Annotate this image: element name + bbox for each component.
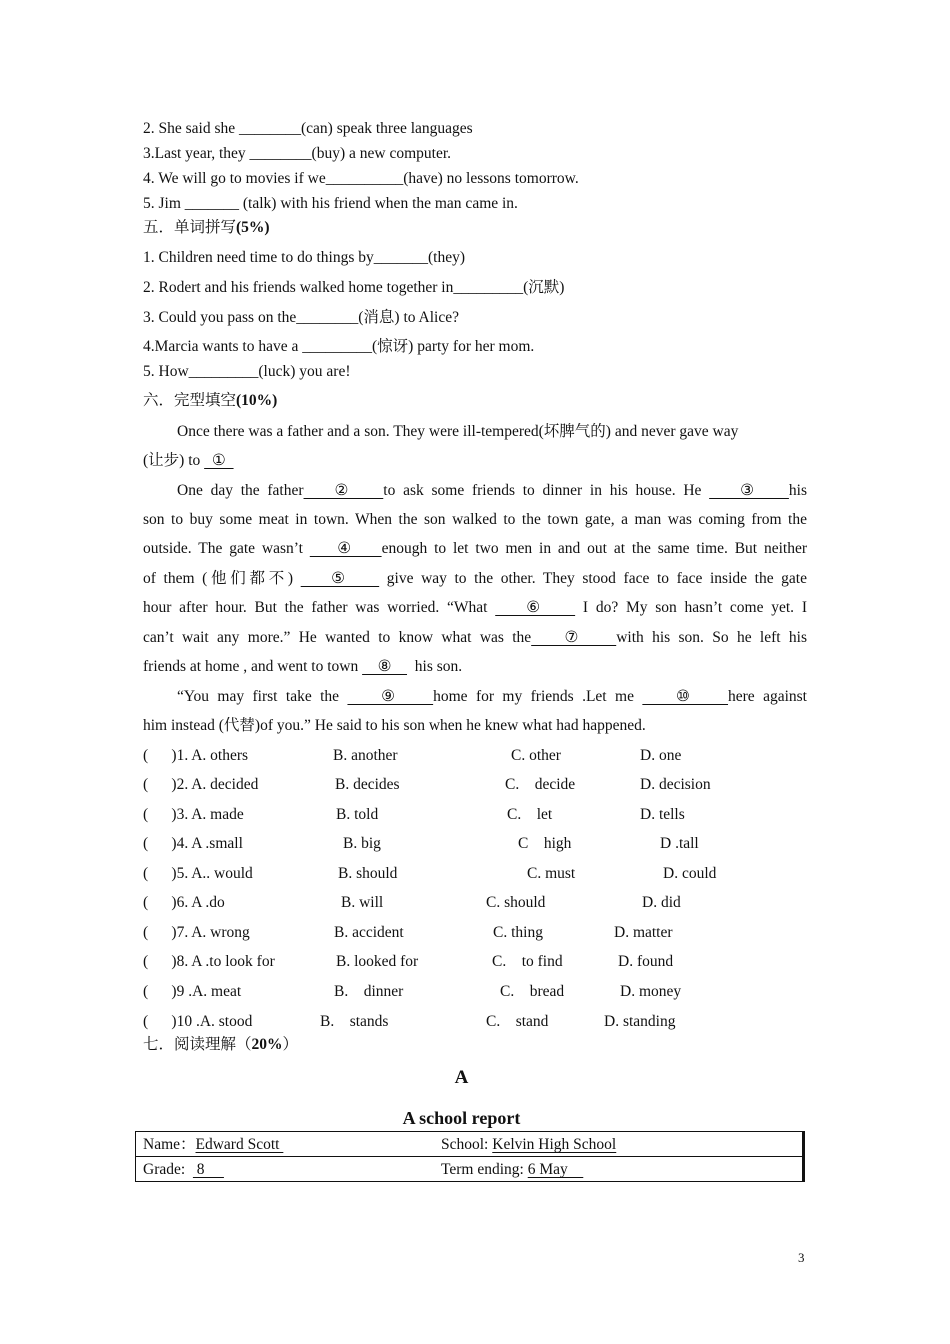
passage-text: his <box>788 482 807 499</box>
part5-item-2: 2. Rodert and his friends walked home together in_________(沉默) <box>143 279 565 296</box>
blank-8: ⑧ <box>362 658 408 675</box>
option-d: D. tells <box>640 806 685 823</box>
table-divider <box>136 1156 802 1157</box>
grade-label: Grade: <box>143 1161 193 1178</box>
blank-6: ⑥ <box>495 599 576 616</box>
part4-item-4: 4. We will go to movies if we__________(have) no lessons tomorrow. <box>143 170 579 187</box>
passage-text: “You may first take the <box>177 688 348 705</box>
option-b: B. big <box>343 835 381 852</box>
question-2: ( )2. A. decided <box>143 776 259 793</box>
option-c: C. let <box>507 806 553 823</box>
option-c: C. bread <box>500 983 565 1000</box>
option-d: D. could <box>663 865 717 882</box>
option-c: C. must <box>527 865 576 882</box>
part5-heading-text: 五．单词拼写 <box>143 219 237 236</box>
term-value: 6 May <box>527 1161 584 1178</box>
passage-line <box>177 687 807 707</box>
school-cell <box>441 1135 616 1155</box>
passage-text: enough to let two men in and out at the same time. But neither <box>381 540 807 557</box>
blank-5: ⑤ <box>300 570 380 587</box>
option-c: C. decide <box>505 776 576 793</box>
passage-text: with his son. So he left his <box>616 629 807 646</box>
option-d: D. decision <box>640 776 711 793</box>
part7-heading <box>143 1035 298 1055</box>
option-d: D. money <box>620 983 682 1000</box>
option-d: D. did <box>642 894 681 911</box>
part5-item-1: 1. Children need time to do things by_______(they) <box>143 249 466 266</box>
part4-item-2: 2. She said she ________(can) speak three languages <box>143 120 473 137</box>
option-b: B. stands <box>320 1013 389 1030</box>
school-value: Kelvin High School <box>492 1136 617 1153</box>
question-6: ( )6. A .do <box>143 894 225 911</box>
passage-text: friends at home , and went to town <box>143 658 363 675</box>
passage-text: to ask some friends to dinner in his house. He <box>383 482 710 499</box>
question-5: ( )5. A.. would <box>143 865 253 882</box>
passage-line <box>143 657 462 677</box>
name-label: Name： <box>143 1136 196 1153</box>
passage-text: outside. The gate wasn’t <box>143 540 310 557</box>
blank-9: ⑨ <box>347 688 434 705</box>
part5-item-5: 5. How_________(luck) you are! <box>143 363 351 380</box>
passage-text: here against <box>728 688 807 705</box>
part4-item-5: 5. Jim _______ (talk) with his friend when the man came in. <box>143 195 518 212</box>
blank-2: ② <box>303 482 384 499</box>
blank-4: ④ <box>309 540 382 557</box>
blank-3: ③ <box>709 482 789 499</box>
school-report-table <box>135 1131 805 1182</box>
passage-text: home for my friends .Let me <box>433 688 643 705</box>
passage-line: him instead (代替)of you.” He said to his son when he knew what had happened. <box>143 717 646 734</box>
passage-text: of them (他们都不) <box>143 570 301 587</box>
passage-line <box>177 481 807 501</box>
option-c: C. should <box>486 894 546 911</box>
report-title: A school report <box>402 1108 521 1128</box>
option-d: D. one <box>640 747 682 764</box>
question-1: ( )1. A. others <box>143 747 249 764</box>
page-number: 3 <box>798 1250 805 1265</box>
passage-text: I do? My son hasn’t come yet. I <box>575 599 807 616</box>
question-9: ( )9 .A. meat <box>143 983 242 1000</box>
name-value: Edward Scott <box>195 1136 284 1153</box>
part5-heading-score: (5%) <box>236 219 270 236</box>
option-c: C. to find <box>492 953 563 970</box>
part7-heading-close: ） <box>282 1036 299 1053</box>
option-c: C high <box>518 835 572 852</box>
option-d: D .tall <box>660 835 699 852</box>
passage-line <box>143 598 807 618</box>
option-b: B. dinner <box>334 983 404 1000</box>
option-d: D. standing <box>604 1013 676 1030</box>
part5-item-3: 3. Could you pass on the________(消息) to Alice? <box>143 309 459 326</box>
passage-line <box>143 539 807 559</box>
question-8: ( )8. A .to look for <box>143 953 275 970</box>
passage-text: hour after hour. But the father was worried. “What <box>143 599 496 616</box>
option-b: B. should <box>338 865 398 882</box>
name-cell <box>143 1135 283 1155</box>
question-4: ( )4. A .small <box>143 835 243 852</box>
passage-line: Once there was a father and a son. They were ill-tempered(坏脾气的) and never gave way <box>177 423 739 440</box>
passage-text: his son. <box>407 658 463 675</box>
option-b: B. accident <box>334 924 404 941</box>
school-label: School: <box>441 1136 493 1153</box>
question-7: ( )7. A. wrong <box>143 924 250 941</box>
option-b: B. looked for <box>336 953 419 970</box>
option-d: D. matter <box>614 924 673 941</box>
option-c: C. other <box>511 747 561 764</box>
blank-7: ⑦ <box>531 629 617 646</box>
grade-value: 8 <box>192 1161 224 1178</box>
passage-text: (让步) to <box>143 452 205 469</box>
grade-cell <box>143 1160 224 1180</box>
part5-heading <box>143 218 270 238</box>
option-c: C. stand <box>486 1013 549 1030</box>
option-b: B. told <box>336 806 379 823</box>
option-b: B. another <box>333 747 398 764</box>
option-c: C. thing <box>493 924 543 941</box>
term-cell <box>441 1160 583 1180</box>
blank-1: ① <box>204 452 234 469</box>
passage-line: son to buy some meat in town. When the son walked to the town gate, a man was coming from the <box>143 511 807 528</box>
section-letter: A <box>454 1067 469 1088</box>
passage-line <box>143 451 234 471</box>
part6-heading-text: 六．完型填空 <box>143 392 237 409</box>
term-label: Term ending: <box>441 1161 528 1178</box>
passage-text: give way to the other. They stood face to face inside the gate <box>379 570 807 587</box>
part7-heading-score: 20% <box>251 1036 283 1053</box>
passage-line <box>143 569 807 589</box>
option-b: B. decides <box>335 776 400 793</box>
option-d: D. found <box>618 953 674 970</box>
passage-line <box>143 628 807 648</box>
option-b: B. will <box>341 894 384 911</box>
part6-heading <box>143 391 277 411</box>
blank-10: ⑩ <box>642 688 729 705</box>
part5-item-4: 4.Marcia wants to have a _________(惊讶) party for her mom. <box>143 338 535 355</box>
question-3: ( )3. A. made <box>143 806 244 823</box>
part6-heading-score: (10%) <box>236 392 278 409</box>
passage-text: can’t wait any more.” He wanted to know what was the <box>143 629 532 646</box>
part7-heading-text: 七．阅读理解（ <box>143 1036 252 1053</box>
part4-item-3: 3.Last year, they ________(buy) a new computer. <box>143 145 452 162</box>
passage-text: One day the father <box>177 482 304 499</box>
question-10: ( )10 .A. stood <box>143 1013 253 1030</box>
